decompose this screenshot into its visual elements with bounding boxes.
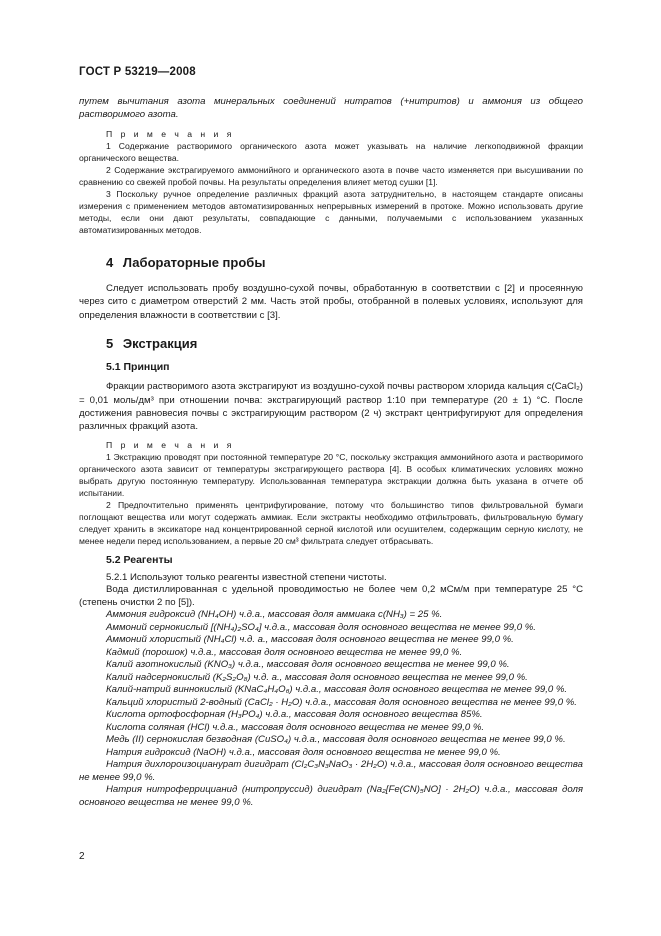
page-content xyxy=(79,95,583,809)
reagent-item: Кальций хлористый 2-водный (CaCl₂ · H₂O) ч.д.а., массовая доля основного вещества не менее 99,0 %. xyxy=(106,696,577,708)
note-item: 1 Содержание растворимого органического азота может указывать на наличие легкоподвижной фракции органического вещества. xyxy=(79,141,583,163)
note-item: 2 Содержание экстрагируемого аммонийного и органического азота в почве часто изменяется при высушивании по сравнению со свежей пробой почвы. На результаты определения влияет метод сушки [1]. xyxy=(79,165,583,187)
intro-paragraph: путем вычитания азота минеральных соединений нитратов (+нитритов) и аммония из общего растворимого азота. xyxy=(79,96,583,120)
note-item: 1 Экстракцию проводят при постоянной температуре 20 °C, поскольку экстракция аммонийного азота и растворимого органического азота зависит от температуры экстрагирующего раствора [4]. В особых климатических условиях можно выбрать другую постоянную температуру. Использованная температура экстракции должна быть указана в отчете об испытании. xyxy=(79,451,583,498)
reagent-item: Аммоний хлористый (NH₄Cl) ч.д. а., массовая доля основного вещества не менее 99,0 %. xyxy=(106,634,514,646)
standard-header: ГОСТ Р 53219—2008 xyxy=(79,66,196,78)
reagent-item: Кислота ортофосфорная (H₃PO₄) ч.д.а., массовая доля основного вещества 85%. xyxy=(106,709,483,721)
reagent-item: Калий надсернокислый (K₂S₂O₈) ч.д. а., массовая доля основного вещества не менее 99,0 %. xyxy=(106,671,528,683)
reagent-item: Калий азотнокислый (KNO₃) ч.д.а., массовая доля основного вещества не менее 99,0 %. xyxy=(106,659,510,671)
notes-title: П р и м е ч а н и я xyxy=(106,439,235,450)
section-number: 4 xyxy=(106,255,114,270)
reagent-item: Натрия дихлороизоцианурат дигидрат (Cl₂C₃N₃NaO₃ · 2H₂O) ч.д.а., массовая доля основного вещества не менее 99,0 %. xyxy=(79,759,583,783)
notes-title: П р и м е ч а н и я xyxy=(106,129,235,139)
water-spec: Вода дистиллированная с удельной проводимостью не более чем 0,2 мСм/м при температуре 25 °C (степень очистки 2 по [5]). xyxy=(79,584,583,608)
subsection-heading: 5.2 Реагенты xyxy=(106,553,173,566)
section-title: Экстракция xyxy=(122,336,198,352)
section-paragraph: Следует использовать пробу воздушно-сухой почвы, обработанную в соответствии с [2] и просеянную через сито с диаметром отверстий 2 мм. Часть этой пробы, отобранной в полевых условиях, используют для определения влажности в соответствии с [3]. xyxy=(79,283,583,321)
reagent-intro: 5.2.1 Используют только реагенты известной степени чистоты. xyxy=(106,571,387,583)
reagent-item: Кадмий (порошок) ч.д.а., массовая доля основного вещества не менее 99,0 %. xyxy=(106,646,463,658)
reagent-item: Натрия гидроксид (NaOH) ч.д.а., массовая доля основного вещества не менее 99,0 %. xyxy=(106,746,501,758)
reagent-item: Медь (II) сернокислая безводная (CuSO₄) ч.д.а., массовая доля основного вещества не менее 99,0 %. xyxy=(106,734,566,746)
reagent-item: Калий-натрий виннокислый (KNaC₄H₄O₆) ч.д.а., массовая доля основного вещества не менее 99,0 %. xyxy=(106,684,568,696)
note-item: 3 Поскольку ручное определение различных фракций азота затруднительно, в настоящем стандарте описаны измерения с применением методов автоматизированных непрерывных измерений в протоке. Можно использовать другие методы, если они дают результаты, совпадающие с данными, получаемыми с использованием указанных автоматизированных методов. xyxy=(79,189,583,235)
section-title: Лабораторные пробы xyxy=(122,255,266,270)
subsection-heading: 5.1 Принцип xyxy=(106,361,170,374)
reagent-item: Аммоний сернокислый [(NH₄)₂SO₄] ч.д.а., массовая доля основного вещества не менее 99,0 %. xyxy=(106,621,536,633)
section-heading xyxy=(106,336,583,351)
section-paragraph: Фракции растворимого азота экстрагируют из воздушно-сухой почвы раствором хлорида кальция c(CaCl₂) = 0,01 моль/дм³ при отношении почва: экстрагирующий раствор 1:10 при температуре (20 ± 1) °C. После достижения равновесия почвы с экстрагирующим раствором (2 ч) экстракт центрифугируют для определения различных фракций азота. xyxy=(79,381,583,433)
reagent-item: Аммония гидроксид (NH₄OH) ч.д.а., массовая доля аммиака c(NH₃) = 25 %. xyxy=(106,609,443,621)
note-item: 2 Предпочтительно применять центрифугирование, потому что большинство типов фильтровальной бумаги поглощают вещества или могут содержать аммиак. Если экстракты необходимо отфильтровать, фильтровальную бумагу следует хранить в эксикаторе над концентрированной серной кислотой или осушителем, содержащим серную кислоту, не менее недели перед использованием, а первые 20 см³ фильтрата следует отбрасывать. xyxy=(79,499,583,546)
reagent-item: Кислота соляная (HCl) ч.д.а., массовая доля основного вещества не менее 99,0 %. xyxy=(106,721,485,733)
section-number: 5 xyxy=(106,336,114,352)
section-heading xyxy=(106,255,583,270)
page-number: 2 xyxy=(79,851,85,862)
reagent-item: Натрия нитроферрицианид (нитропруссид) дигидрат (Na₂[Fe(CN)₅NO] · 2H₂O) ч.д.а., массовая доля основного вещества не менее 99,0 %. xyxy=(79,784,583,808)
